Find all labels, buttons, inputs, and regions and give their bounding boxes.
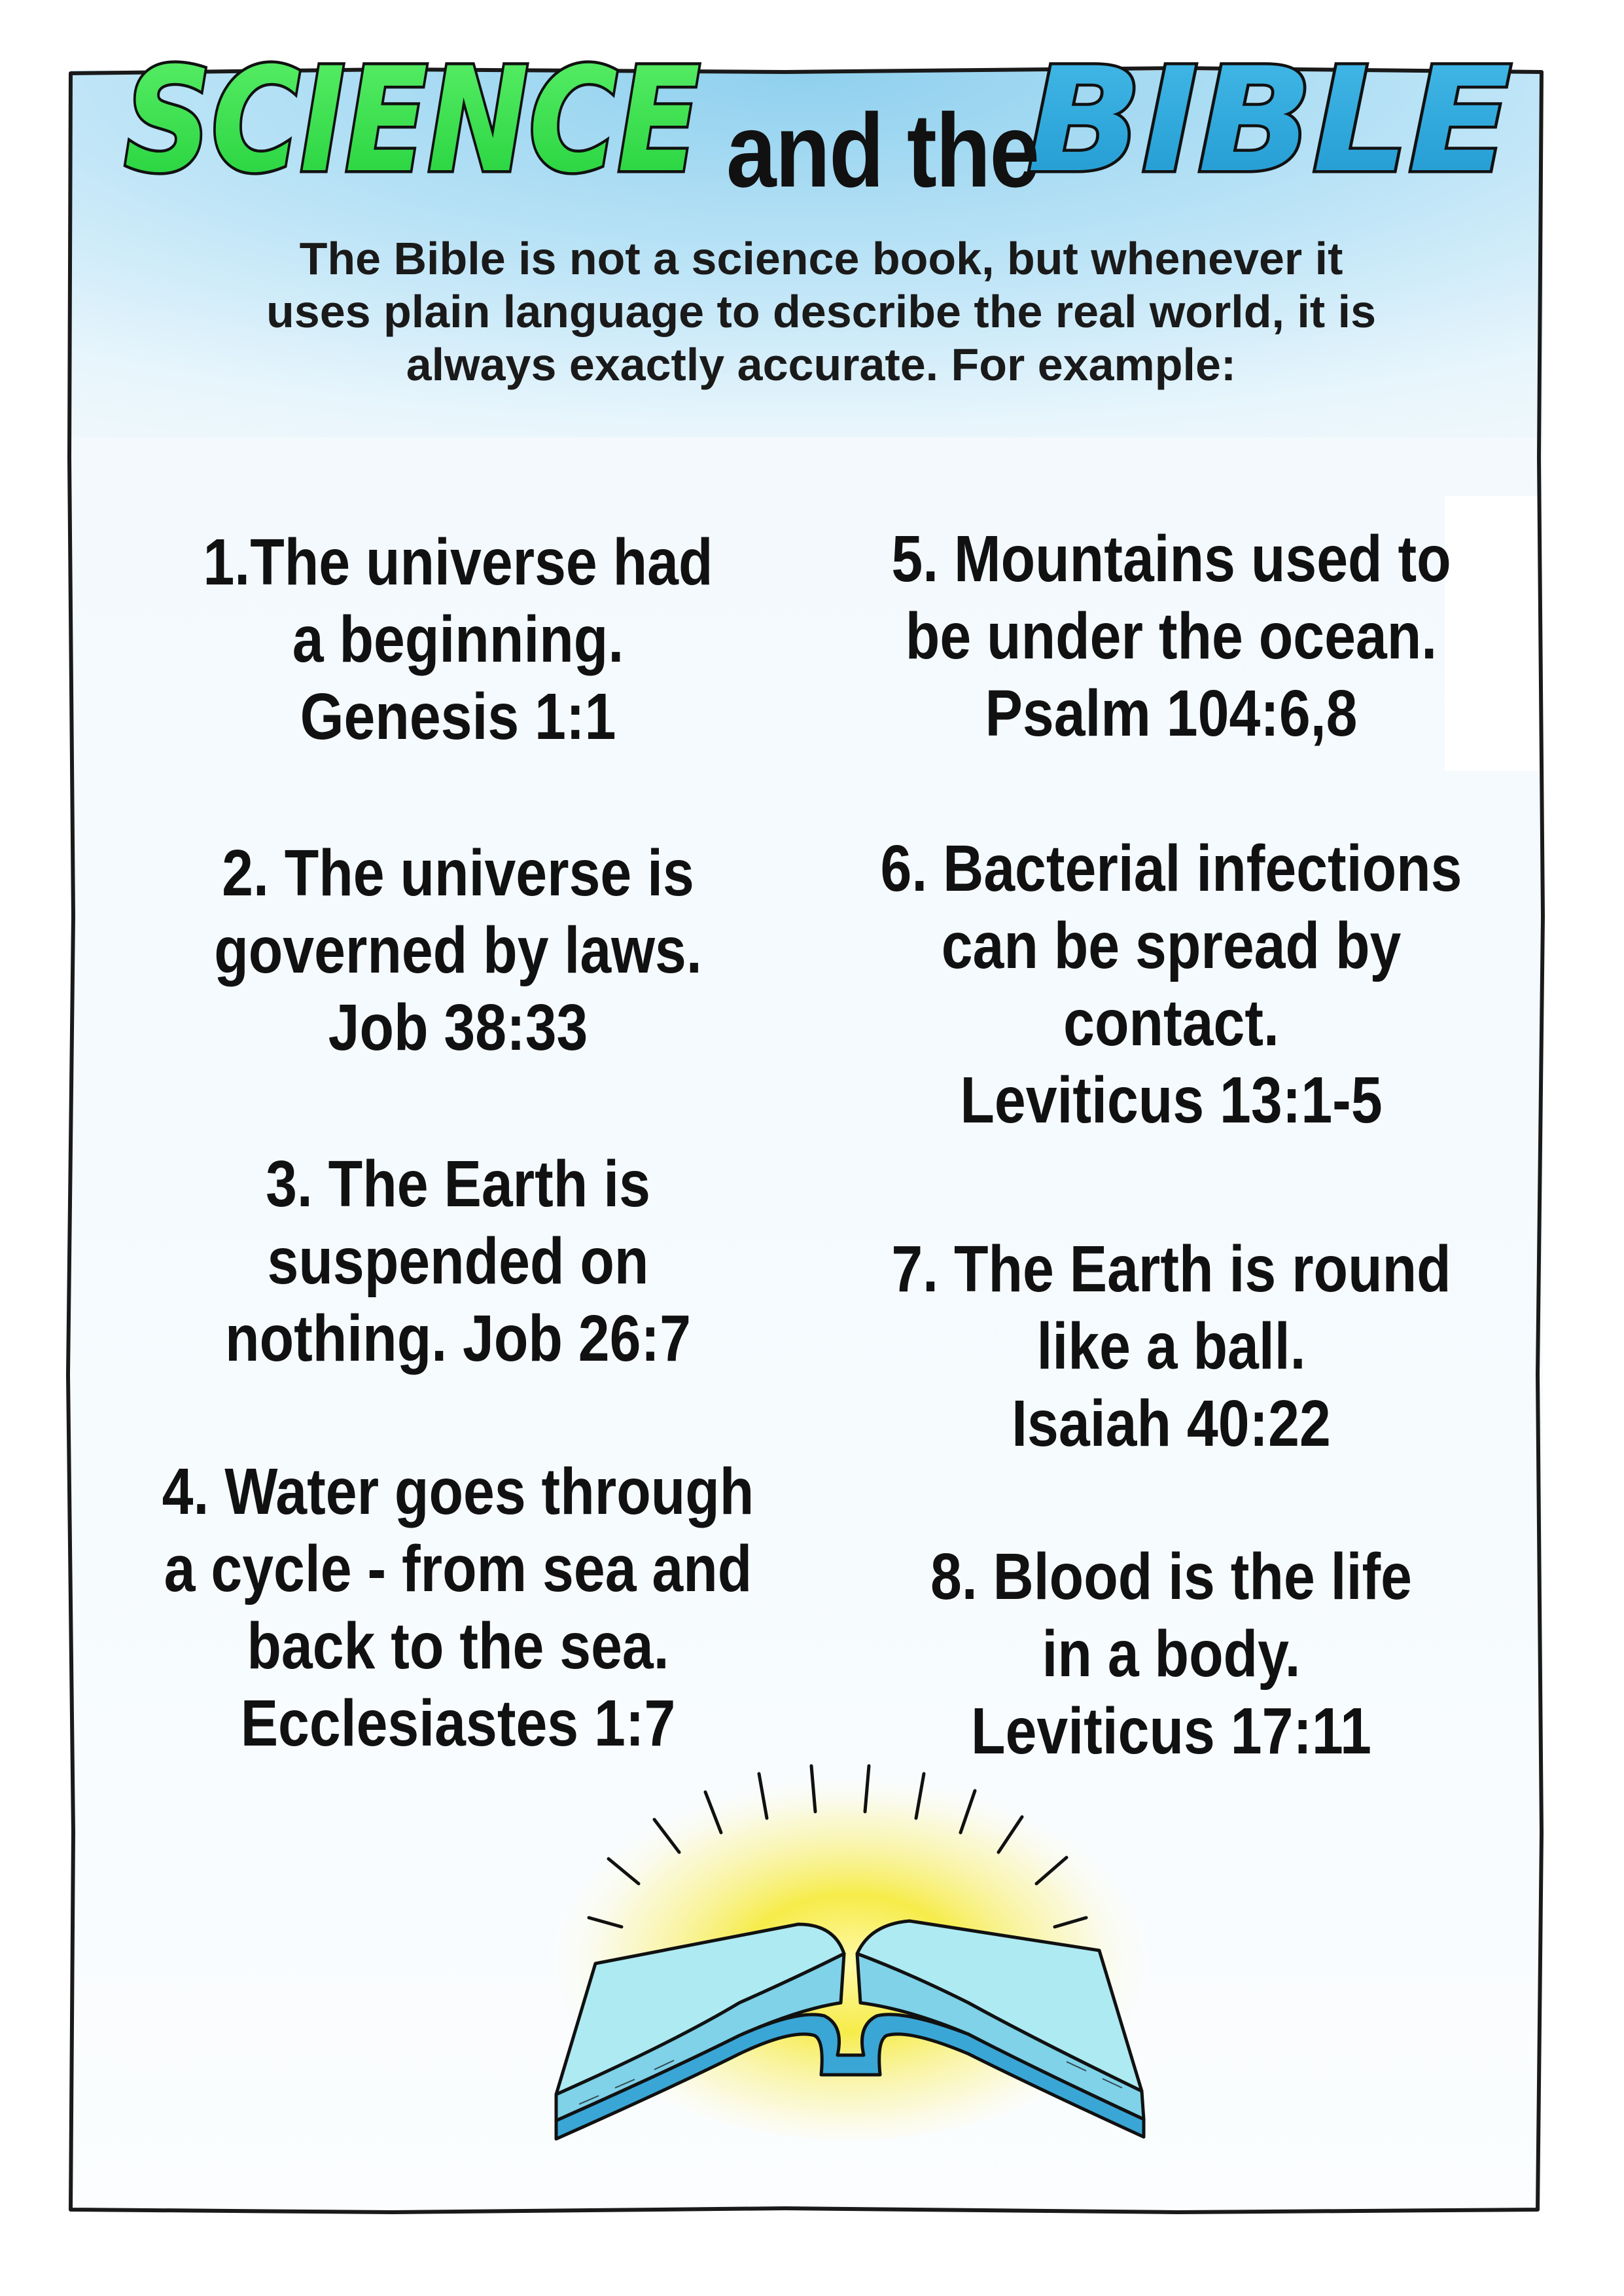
fact-reference: Genesis 1:1 xyxy=(300,680,616,753)
fact-4 xyxy=(132,1453,785,1762)
open-bible-icon xyxy=(458,1728,1243,2199)
fact-line: 8. Blood is the life xyxy=(930,1540,1412,1613)
intro-line: always exactly accurate. For example: xyxy=(406,339,1237,391)
fact-line: back to the sea. xyxy=(247,1609,669,1683)
fact-line: can be spread by xyxy=(941,909,1402,982)
fact-7 xyxy=(862,1230,1481,1462)
fact-line: 3. The Earth is xyxy=(266,1147,650,1221)
fact-line: 1.The universe had xyxy=(203,526,713,599)
fact-reference: Leviticus 17:11 xyxy=(971,1695,1371,1768)
fact-line: 5. Mountains used to xyxy=(891,522,1451,596)
fact-reference: Ecclesiastes 1:7 xyxy=(240,1687,676,1760)
fact-3 xyxy=(154,1145,762,1377)
title xyxy=(98,39,1538,209)
fact-line: contact. xyxy=(1063,986,1279,1060)
fact-reference: Isaiah 40:22 xyxy=(1012,1387,1331,1460)
fact-line: like a ball. xyxy=(1036,1310,1306,1383)
intro-text xyxy=(150,232,1492,392)
fact-line: a cycle - from sea and xyxy=(164,1532,752,1605)
title-bible: BIBLE xyxy=(1027,39,1511,204)
fact-reference: Leviticus 13:1-5 xyxy=(960,1064,1383,1137)
fact-line: 2. The universe is xyxy=(222,836,694,910)
fact-reference: Job 38:33 xyxy=(328,991,588,1064)
fact-line: be under the ocean. xyxy=(905,600,1438,673)
intro-line: The Bible is not a science book, but whenever it xyxy=(299,233,1343,284)
fact-line: 7. The Earth is round xyxy=(891,1232,1451,1306)
intro-line: uses plain language to describe the real world, it is xyxy=(266,286,1376,338)
fact-reference: Psalm 104:6,8 xyxy=(985,677,1358,750)
fact-line: a beginning. xyxy=(292,603,624,676)
fact-line: in a body. xyxy=(1042,1617,1301,1691)
fact-line: 6. Bacterial infections xyxy=(880,832,1462,905)
fact-line: governed by laws. xyxy=(214,914,702,987)
title-and-the: and the xyxy=(726,92,1039,209)
fact-line: suspended on xyxy=(267,1225,649,1298)
fact-5 xyxy=(862,520,1481,752)
fact-2 xyxy=(154,834,762,1066)
fact-6 xyxy=(862,830,1481,1139)
fact-line: nothing. Job 26:7 xyxy=(225,1302,691,1375)
fact-line: 4. Water goes through xyxy=(162,1455,754,1528)
title-science: SCIENCE xyxy=(124,39,700,204)
fact-1 xyxy=(154,524,762,755)
